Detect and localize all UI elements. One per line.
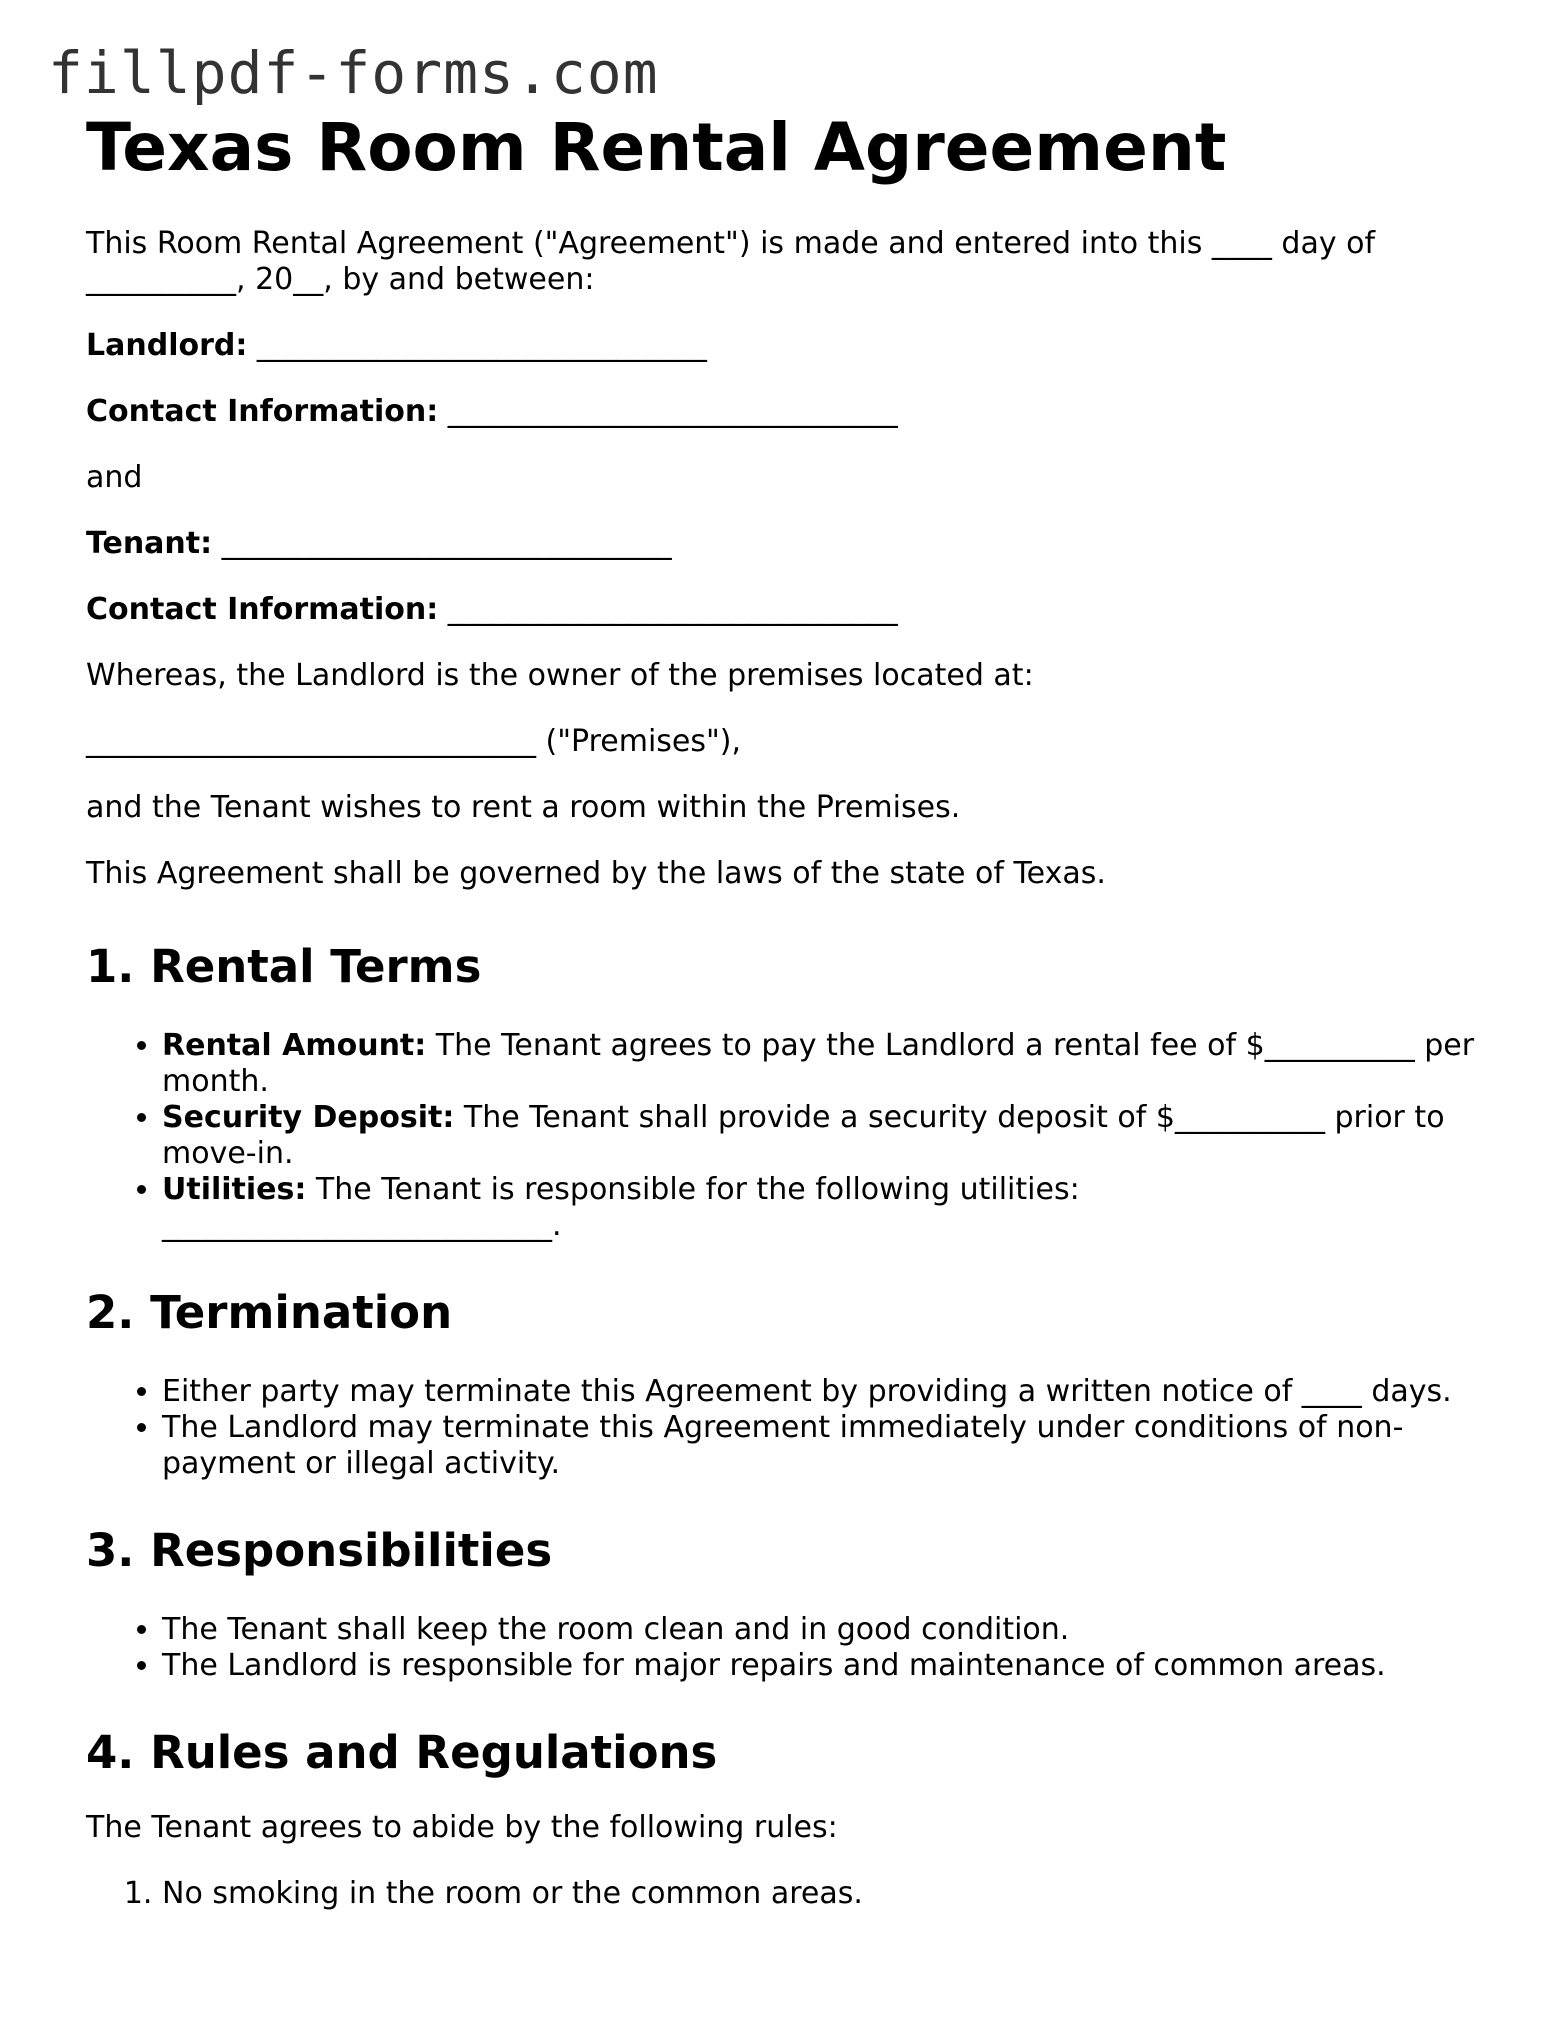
section-heading-rental-terms: 1. Rental Terms <box>86 940 482 993</box>
watermark: fillpdf-forms.com <box>48 39 659 107</box>
rules-list <box>86 1876 1486 1912</box>
list-item <box>162 1172 1486 1244</box>
list-item: • Either party may terminate this Agreement by providing a written notice of ____ days. <box>162 1374 1486 1410</box>
premises-line: ______________________________ ("Premises"), <box>86 724 742 759</box>
landlord-contact-blank: ______________________________ <box>447 394 898 429</box>
list-item: • The Tenant shall keep the room clean and in good condition. <box>162 1612 1486 1648</box>
list-item: 1. No smoking in the room or the common areas. <box>162 1876 1486 1912</box>
landlord-label: Landlord: <box>86 328 248 363</box>
landlord-line <box>86 328 1486 364</box>
rules-intro: The Tenant agrees to abide by the following rules: <box>86 1810 838 1845</box>
list-item-label: Security Deposit: <box>162 1100 455 1135</box>
list-item: • The Landlord is responsible for major repairs and maintenance of common areas. <box>162 1648 1486 1684</box>
tenant-line <box>86 526 1486 562</box>
tenant-blank: ______________________________ <box>221 526 672 561</box>
intro-paragraph: This Room Rental Agreement ("Agreement") is made and entered into this ____ day of __________, 20__, by and between: <box>86 226 1376 297</box>
list-item-label: Rental Amount: <box>162 1028 427 1063</box>
tenant-wishes-paragraph: and the Tenant wishes to rent a room within the Premises. <box>86 790 961 825</box>
list-item <box>162 1028 1486 1100</box>
tenant-contact-line <box>86 592 1486 628</box>
termination-list <box>86 1374 1486 1482</box>
list-item-text: The Tenant agrees to pay the Landlord a rental fee of $__________ per month. <box>162 1028 1475 1099</box>
landlord-contact-label: Contact Information: <box>86 394 439 429</box>
document-page <box>86 108 1486 1912</box>
list-item-text: The Tenant is responsible for the following utilities: __________________________. <box>162 1172 1080 1243</box>
tenant-contact-label: Contact Information: <box>86 592 439 627</box>
list-item: • The Landlord may terminate this Agreement immediately under conditions of non-payment or illegal activity. <box>162 1410 1486 1482</box>
tenant-contact-blank: ______________________________ <box>447 592 898 627</box>
section-heading-termination: 2. Termination <box>86 1286 453 1339</box>
and-text: and <box>86 460 143 495</box>
document-title: Texas Room Rental Agreement <box>86 109 1227 186</box>
section-heading-responsibilities: 3. Responsibilities <box>86 1524 553 1577</box>
governing-law-paragraph: This Agreement shall be governed by the laws of the state of Texas. <box>86 856 1106 891</box>
section-heading-rules: 4. Rules and Regulations <box>86 1726 718 1779</box>
list-item <box>162 1100 1486 1172</box>
responsibilities-list <box>86 1612 1486 1684</box>
whereas-paragraph: Whereas, the Landlord is the owner of the premises located at: <box>86 658 1034 693</box>
rental-terms-list <box>86 1028 1486 1244</box>
landlord-contact-line <box>86 394 1486 430</box>
list-item-label: Utilities: <box>162 1172 307 1207</box>
tenant-label: Tenant: <box>86 526 213 561</box>
landlord-blank: ______________________________ <box>256 328 707 363</box>
list-item-text: The Tenant shall provide a security deposit of $__________ prior to move-in. <box>162 1100 1445 1171</box>
